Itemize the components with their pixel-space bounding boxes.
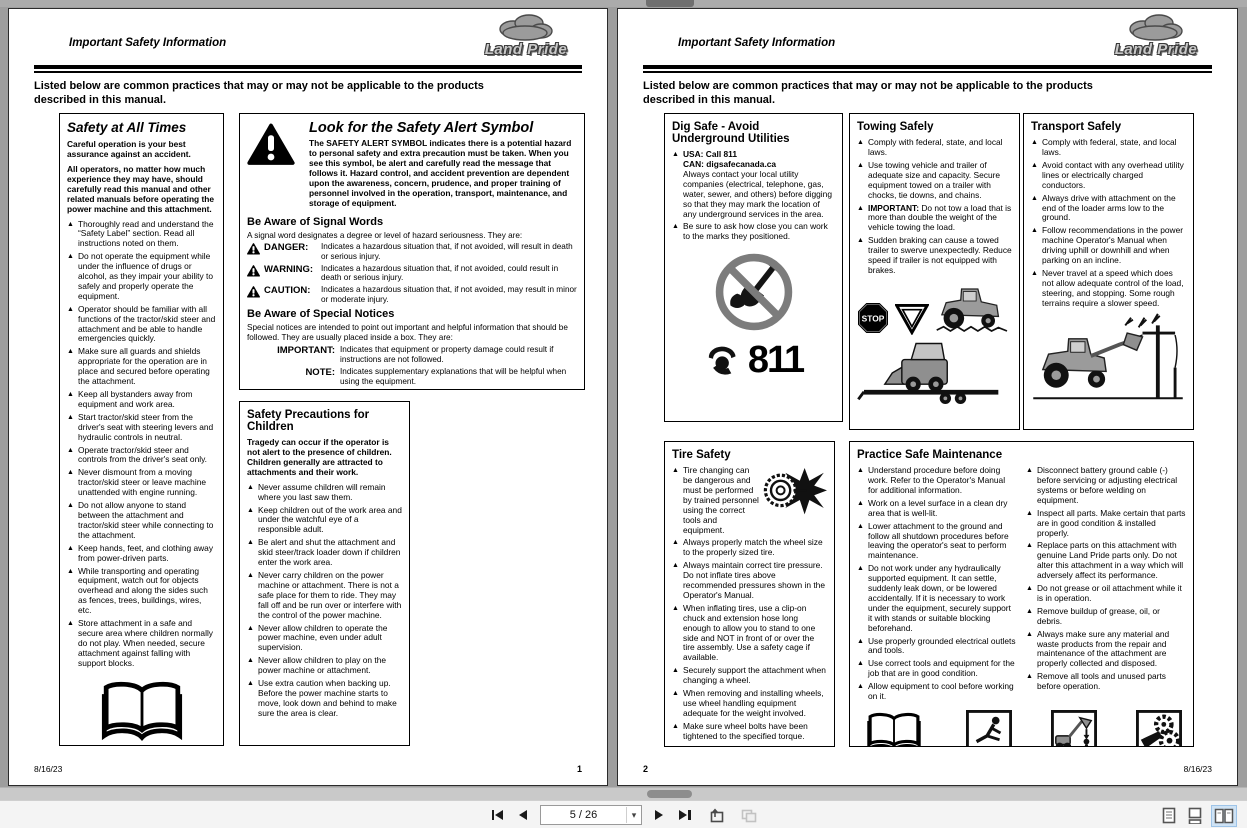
bullet-item <box>857 564 1017 633</box>
bullet-text: ▲ Keep hands, feet, and clothing away from power-driven parts. <box>78 542 214 563</box>
svg-text:STOP: STOP <box>861 313 885 324</box>
bullet-text: ▲ Always drive with attachment on the end of the loader arms low to the ground. <box>1042 192 1176 223</box>
bullet-text: ▲ Store attachment in a safe and secure area where children normally do not play. When needed, secure attachment against falling with support blocks. <box>78 618 213 668</box>
bullet-item <box>672 222 835 242</box>
bullet-text: ▲ Disconnect battery ground cable (-) before servicing or adjusting electrical systems or before welding on equipment. <box>1037 465 1178 505</box>
bullet-item <box>857 138 1012 158</box>
continuous-view-icon <box>1188 807 1202 824</box>
bullet-text: ▲ Never assume children will remain where you last saw them. <box>258 481 386 502</box>
bullet-text: ▲ Never carry children on the power machine or attachment. There is not a safe place for them to ride. They may fall off and be run over or interfere with the control of the power machine. <box>258 570 402 620</box>
bullet-text: ▲ Never travel at a speed which does not allow adequate control of the load, steering, and stopping. Some rough terrains require a slower speed. <box>1042 267 1184 308</box>
bullet-text: ▲ Use correct tools and equipment for the job that are in good condition. <box>868 658 1015 679</box>
bullet-item <box>1026 630 1186 670</box>
last-page-icon <box>679 810 687 820</box>
stop-sign-icon <box>857 301 889 335</box>
bullet-item <box>67 347 216 387</box>
bullet-list <box>67 220 216 669</box>
bullet-text: ▲ Make sure all guards and shields appropriate for the operation are in place and secured before operating the attachment. <box>78 346 210 387</box>
safety-at-all-times-section <box>59 113 224 746</box>
section-title: Look for the Safety Alert Symbol <box>309 120 534 136</box>
crush-hazard-icon <box>1051 710 1097 747</box>
tractor-powerline-illustration <box>1031 312 1185 404</box>
alert-triangle-icon <box>247 286 260 298</box>
special-notices-intro: Special notices are intended to point out important and helpful information that should be followed. They are usually placed inside a box. They are: <box>247 323 568 342</box>
facing-pages-view-icon <box>1214 808 1234 824</box>
transport-safely-section <box>1023 113 1194 430</box>
signal-word-text: Indicates a hazardous situation that, if not avoided, may result in minor or moderate injury. <box>321 284 577 304</box>
bullet-text: ▲ While transporting and operating equipment, watch out for objects overhead and along the sides such as fences, trees, buildings, wires, etc. <box>78 565 208 616</box>
alert-triangle-icon <box>247 265 260 277</box>
bullet-text: ▲ Use towing vehicle and trailer of adequate size and capacity. Secure equipment towed on a trailer with chocks, tie downs, and chains. <box>868 159 1001 200</box>
bullet-item <box>857 236 1012 276</box>
facing-pages-view-button[interactable] <box>1211 805 1237 827</box>
land-pride-logo <box>471 14 581 58</box>
document-page-1 <box>8 8 608 786</box>
bullet-item <box>672 561 827 601</box>
notice-row <box>247 367 577 386</box>
bullet-list <box>247 483 402 719</box>
top-scrollbar-thumb[interactable] <box>646 0 694 7</box>
signal-words-heading: Be Aware of Signal Words <box>247 215 384 228</box>
signal-word-row <box>247 285 577 304</box>
section-title: Dig Safe - Avoid Underground Utilities <box>672 121 790 146</box>
footer-page-number: 2 <box>643 764 649 774</box>
bullet-item <box>857 522 1017 562</box>
bullet-text: ▲ Lower attachment to the ground and follow all shutdown procedures before leaving the operator's seat to perform maintenance. <box>868 520 1009 561</box>
canada-line: CAN: digsafecanada.ca <box>683 159 777 170</box>
bullet-item <box>672 150 835 219</box>
single-page-view-button[interactable] <box>1159 804 1179 827</box>
dropdown-caret-icon[interactable]: ▾ <box>626 807 641 823</box>
section-title: Safety Precautions for Children <box>247 409 370 434</box>
header-rule <box>34 65 582 73</box>
bullet-item <box>672 689 827 719</box>
section-title: Tire Safety <box>672 449 731 461</box>
bullet-item <box>67 446 216 466</box>
signal-word-label: DANGER: <box>264 242 309 254</box>
bullet-text: Always contact your local utility companies (electrical, telephone, gas, water, sewer, and others) before digging so that they may mark the location of any underground services in the area. <box>683 168 832 219</box>
bullet-item <box>857 204 1012 234</box>
logo-tree-icon <box>491 14 561 42</box>
bullet-text: ▲ Remove buildup of grease, oil, or debris. <box>1037 605 1160 626</box>
special-notices-heading: Be Aware of Special Notices <box>247 308 395 321</box>
signal-words-intro: A signal word designates a degree or level of hazard seriousness. They are: <box>247 230 523 240</box>
bullet-item <box>1031 194 1186 224</box>
bullet-item <box>1026 584 1186 604</box>
logo-text: Land Pride <box>484 41 568 58</box>
bullet-text: ▲ Keep all bystanders away from equipment and work area. <box>78 389 193 409</box>
bullet-text: ▲ Use properly grounded electrical outlets and tools. <box>868 635 1016 656</box>
notice-text: Indicates supplementary explanations that will be helpful when using the equipment. <box>340 366 567 386</box>
bullet-item <box>1031 226 1186 266</box>
previous-page-button[interactable] <box>516 808 530 822</box>
bullet-text: ▲ Do not operate the equipment while under the influence of drugs or alcohol, as they impair your ability to safely and properly operate the equipment. <box>78 251 213 301</box>
signal-word-label: CAUTION: <box>264 284 311 296</box>
land-pride-logo <box>1101 14 1211 58</box>
towing-safely-section <box>849 113 1020 430</box>
bullet-item <box>67 619 216 669</box>
first-page-icon <box>495 810 503 820</box>
bullet-item <box>67 390 216 410</box>
bullet-text: ▲ Be sure to ask how close you can work to the marks they positioned. <box>683 221 828 242</box>
next-page-button[interactable] <box>652 808 666 822</box>
read-manual-icon <box>67 679 216 746</box>
intro-text: Listed below are common practices that may or may not be applicable to the products described in this manual. <box>643 80 1093 106</box>
bullet-item <box>1026 541 1186 581</box>
bullet-text: ▲ Inspect all parts. Make certain that parts are in good condition & installed properly. <box>1037 507 1186 538</box>
bullet-item <box>857 637 1017 657</box>
bullet-item <box>1026 672 1186 692</box>
section-title: Practice Safe Maintenance <box>857 449 1003 461</box>
bullet-item <box>672 666 827 686</box>
read-manual-icon <box>861 711 927 747</box>
bullet-item <box>672 466 827 535</box>
bullet-text: ▲ Work on a level surface in a clean dry area that is well-lit. <box>868 497 1008 518</box>
notices-list <box>247 345 577 386</box>
bullet-item <box>1026 509 1186 539</box>
bullet-text: ▲ Always maintain correct tire pressure. Do not inflate tires above recommended pressures shown in the Operator's Manual. <box>683 560 825 600</box>
bullet-text: ▲ Avoid contact with any overhead utility lines or electrically charged conductors. <box>1042 159 1184 190</box>
bullet-text: ▲ Remove all tools and unused parts before operation. <box>1037 671 1166 692</box>
bullet-item <box>67 413 216 443</box>
bullet-text: ▲ Operate tractor/skid steer and controls from the driver's seat only. <box>78 444 207 465</box>
footer-date: 8/16/23 <box>34 764 63 774</box>
children-safety-section <box>239 401 410 746</box>
bullet-item <box>247 506 402 536</box>
bullet-item <box>67 252 216 302</box>
yield-sign-icon <box>895 303 929 335</box>
bullet-text: ▲ Always make sure any material and waste products from the repair and maintenance of the attachment are properly collected and disposed. <box>1037 628 1170 669</box>
single-page-view-icon <box>1162 807 1176 824</box>
bullet-text: ▲ Never allow children to play on the power machine or attachment. <box>258 655 387 676</box>
bullet-text: ▲ Operator should be familiar with all functions of the tractor/skid steer and attachment and be able to handle emergencies quickly. <box>78 303 216 344</box>
notice-row <box>247 345 577 364</box>
notice-label: IMPORTANT: <box>277 345 335 357</box>
section-title: Transport Safely <box>1031 121 1122 133</box>
bullet-text: ▲ Make sure wheel bolts have been tightened to the specified torque. <box>683 720 808 741</box>
bullet-text: ▲ Replace parts on this attachment with genuine Land Pride parts only. Do not alter this attachment in a way which will adversely affect its performance. <box>1037 540 1184 581</box>
bullet-list <box>1031 138 1186 309</box>
bullet-text: ▲ Be alert and shut the attachment and skid steer/track loader down if children enter the work area. <box>258 537 401 568</box>
bullet-list <box>672 538 827 741</box>
bullet-item <box>247 538 402 568</box>
signal-words-list <box>247 242 577 304</box>
horizontal-scrollbar[interactable] <box>0 787 1247 800</box>
bullet-item <box>672 722 827 742</box>
intro-text: Listed below are common practices that may or may not be applicable to the products described in this manual. <box>34 80 484 106</box>
top-scrollbar[interactable] <box>0 0 1247 7</box>
logo-text: Land Pride <box>1114 41 1198 58</box>
body-text: The SAFETY ALERT SYMBOL indicates there is a potential hazard to personal safety and extra precaution must be taken. When you see this symbol, be alert and carefully read the message that follows it. Hazard control, and accident prevention are dependent upon the awareness, concern, prudence, and proper training of personnel involved in the operation, transport, maintenance, and storage of equipment. <box>309 138 572 208</box>
bullet-item <box>67 501 216 541</box>
page-indicator: 5 / 26 <box>569 809 598 821</box>
bullet-item <box>67 567 216 617</box>
bullet-item <box>247 571 402 621</box>
dig-safe-section <box>664 113 843 422</box>
bullet-item <box>1031 138 1186 158</box>
signal-word-text: Indicates a hazardous situation that, if not avoided, could result in death or serious injury. <box>321 263 559 283</box>
bullet-text: ▲ When inflating tires, use a clip-on chuck and extension hose long enough to allow you to stand to one side and NOT in front of or over the tire assembly. Use a safety cage if available. <box>683 602 816 663</box>
signal-word-label: WARNING: <box>264 263 314 275</box>
bullet-text: ▲ Never dismount from a moving tractor/skid steer or leave machine unattended with engine running. <box>78 467 207 498</box>
tire-safety-section <box>664 441 835 747</box>
bullet-item <box>1031 161 1186 191</box>
bullet-text: ▲ Do not work under any hydraulically supported equipment. It can settle, suddenly leak down, or be lowered accidentally. If it is necessary to work under the equipment, securely support it with stands or suitable blocking beforehand. <box>868 563 1011 633</box>
bullet-item <box>672 604 827 663</box>
horizontal-scrollbar-thumb[interactable] <box>647 790 692 798</box>
bullet-item <box>857 659 1017 679</box>
next-view-button[interactable] <box>737 806 760 825</box>
bullet-item <box>247 483 402 503</box>
continuous-view-button[interactable] <box>1185 804 1205 827</box>
previous-view-button[interactable] <box>705 806 727 825</box>
bullet-list <box>857 138 1012 276</box>
viewer-toolbar <box>0 800 1247 828</box>
page-number-input[interactable] <box>540 805 642 825</box>
previous-page-icon <box>519 810 527 820</box>
bullet-item <box>67 220 216 250</box>
bullet-text: ▲ Use extra caution when backing up. Before the power machine starts to move, look down and behind to make sure the area is clear. <box>258 678 397 718</box>
bullet-list <box>1026 466 1186 705</box>
last-page-button[interactable] <box>676 808 695 822</box>
bullet-item <box>1026 607 1186 627</box>
skid-steer-trailer-illustration <box>857 335 1011 405</box>
bullet-item <box>247 679 402 719</box>
bullet-text: ▲ Comply with federal, state, and local laws. <box>1042 137 1177 157</box>
page-header-title: Important Safety Information <box>69 37 227 49</box>
notice-text: Indicates that equipment or property damage could result if instructions are not followed. <box>340 345 554 364</box>
signal-word-row <box>247 264 577 283</box>
bullet-text: ▲ Sudden braking can cause a towed trailer to swerve unexpectedly. Reduce speed if trailer is not equipped with brakes. <box>868 235 1012 275</box>
safety-alert-icon <box>247 123 295 167</box>
bullet-text: ▲ Do not grease or oil attachment while it is in operation. <box>1037 583 1182 603</box>
bullet-item <box>247 624 402 654</box>
bullet-item <box>672 538 827 558</box>
lead-text: Tragedy can occur if the operator is not alert to the presence of children. Children generally are attracted to attachments and their work. <box>247 437 392 477</box>
tire-explosion-icon <box>763 466 827 518</box>
bullet-item <box>857 499 1017 519</box>
safety-alert-symbol-section <box>239 113 585 390</box>
next-view-icon <box>740 808 757 823</box>
alert-triangle-icon <box>247 243 260 255</box>
signal-word-text: Indicates a hazardous situation that, if not avoided, will result in death or serious injury. <box>321 242 573 261</box>
bullet-item <box>857 682 1017 702</box>
next-page-icon <box>655 810 663 820</box>
safe-maintenance-section <box>849 441 1194 747</box>
bullet-text: ▲ Keep children out of the work area and under the watchful eye of a responsible adult. <box>258 504 402 535</box>
call-before-digging-icon <box>704 343 744 377</box>
first-page-button[interactable] <box>488 808 507 822</box>
bullet-item <box>1031 269 1186 309</box>
tractor-rough-terrain-illustration <box>935 279 1012 335</box>
logo-tree-icon <box>1121 14 1191 42</box>
bullet-item <box>857 466 1017 496</box>
section-title: Towing Safely <box>857 121 934 133</box>
signal-word-row <box>247 242 577 261</box>
footer-page-number: 1 <box>576 764 582 774</box>
bullet-text: ▲ Always properly match the wheel size to the properly sized tire. <box>683 537 823 558</box>
bullet-list <box>857 466 1017 705</box>
lead-text: Careful operation is your best assurance against an accident. <box>67 139 191 160</box>
bullet-item <box>67 305 216 345</box>
bullet-text: ▲ IMPORTANT: Do not tow a load that is more than double the weight of the vehicle towing the load. <box>868 202 1012 233</box>
bullet-text: ▲ Understand procedure before doing work. Refer to the Operator's Manual for additional information. <box>868 465 1006 495</box>
bullet-text: ▲ Allow equipment to cool before working on it. <box>868 681 1014 702</box>
entanglement-hazard-icon <box>1136 710 1182 747</box>
notice-label: NOTE: <box>305 366 335 378</box>
previous-view-icon <box>708 808 724 823</box>
lead-text: All operators, no matter how much experience they may have, should carefully read this manual and other related manuals before operating the power machine and this attachment. <box>67 163 215 214</box>
bullet-text: ▲ Comply with federal, state, and local laws. <box>868 137 1003 157</box>
bullet-item <box>1026 466 1186 506</box>
usa-call-line: ▲ USA: Call 811 <box>683 149 737 160</box>
bullet-item <box>67 468 216 498</box>
bullet-text: ▲ Follow recommendations in the power machine Operator's Manual when driving uphill or downhill and when parking on an incline. <box>1042 225 1184 266</box>
bullet-text: ▲ Never allow children to operate the power machine, even under adult supervision. <box>258 622 388 653</box>
document-page-2 <box>617 8 1238 786</box>
bullet-item <box>67 544 216 564</box>
header-rule <box>643 65 1212 73</box>
section-title: Safety at All Times <box>67 120 187 135</box>
bullet-text: ▲ Start tractor/skid steer from the driver's seat with steering levers and hydraulic controls in neutral. <box>78 411 214 442</box>
no-digging-icon <box>672 250 835 337</box>
footer-date: 8/16/23 <box>1183 764 1212 774</box>
bullet-item <box>247 656 402 676</box>
slip-hazard-icon <box>966 710 1012 747</box>
bullet-text: ▲ Thoroughly read and understand the “Safety Label” section. Read all instructions noted on them. <box>78 218 214 249</box>
call-811-number: 811 <box>747 339 804 382</box>
bullet-text: ▲ When removing and installing wheels, use wheel handling equipment adequate for the weight involved. <box>683 688 824 718</box>
bullet-text: ▲ Do not allow anyone to stand between the attachment and tractor/skid steer while connecting to the attachment. <box>78 500 214 540</box>
bullet-item <box>857 161 1012 201</box>
bullet-text: Tire changing can be dangerous and must be performed by trained personnel using the correct tools and equipment. <box>683 465 759 535</box>
page-header-title: Important Safety Information <box>678 37 836 49</box>
bullet-text: ▲ Securely support the attachment when changing a wheel. <box>683 665 826 686</box>
